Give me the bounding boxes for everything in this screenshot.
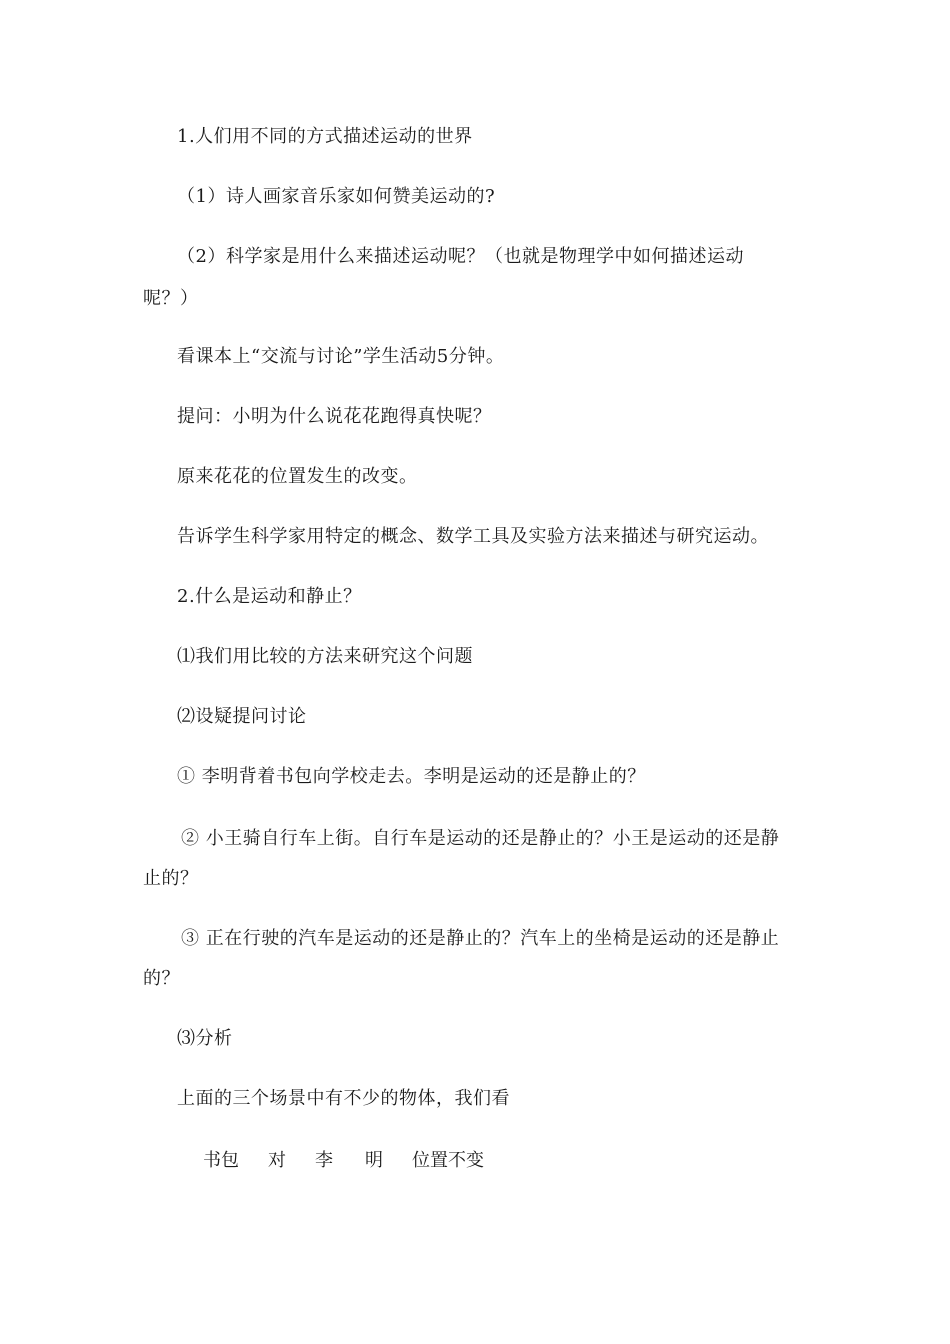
relation-subject-char: 李 xyxy=(315,1150,333,1171)
paragraph-line: ③ 正在行驶的汽车是运动的还是静止的？汽车上的坐椅是运动的还是静止 xyxy=(181,928,780,949)
paragraph-line: （2）科学家是用什么来描述运动呢？（也就是物理学中如何描述运动 xyxy=(177,246,744,267)
paragraph-line: 告诉学生科学家用特定的概念、数学工具及实验方法来描述与研究运动。 xyxy=(177,526,769,547)
paragraph-line: 止的？ xyxy=(143,868,199,889)
relation-object: 书包 xyxy=(203,1150,239,1171)
section-heading-2: 2.什么是运动和静止？ xyxy=(177,586,362,607)
relation-subject-char: 明 xyxy=(365,1150,383,1171)
paragraph-line: 原来花花的位置发生的改变。 xyxy=(177,466,418,487)
relation-word: 对 xyxy=(268,1150,286,1171)
paragraph-line: 的？ xyxy=(143,968,180,989)
section-heading-1: 1.人们用不同的方式描述运动的世界 xyxy=(177,126,473,147)
paragraph-line: 提问：小明为什么说花花跑得真快呢？ xyxy=(177,406,492,427)
paragraph-line: 呢？） xyxy=(143,288,199,309)
relation-result: 位置不变 xyxy=(412,1150,484,1171)
paragraph-line: 上面的三个场景中有不少的物体，我们看 xyxy=(177,1088,510,1109)
paragraph-line: ① 李明背着书包向学校走去。李明是运动的还是静止的？ xyxy=(177,766,646,787)
paragraph-line: 看课本上“交流与讨论”学生活动5分钟。 xyxy=(177,346,505,367)
paragraph-line: （1）诗人画家音乐家如何赞美运动的? xyxy=(177,186,496,207)
paragraph-line: ② 小王骑自行车上街。自行车是运动的还是静止的？小王是运动的还是静 xyxy=(181,828,780,849)
paragraph-line: ⑵设疑提问讨论 xyxy=(177,706,307,727)
paragraph-line: ⑴我们用比较的方法来研究这个问题 xyxy=(177,646,473,667)
paragraph-line: ⑶分析 xyxy=(177,1028,233,1049)
